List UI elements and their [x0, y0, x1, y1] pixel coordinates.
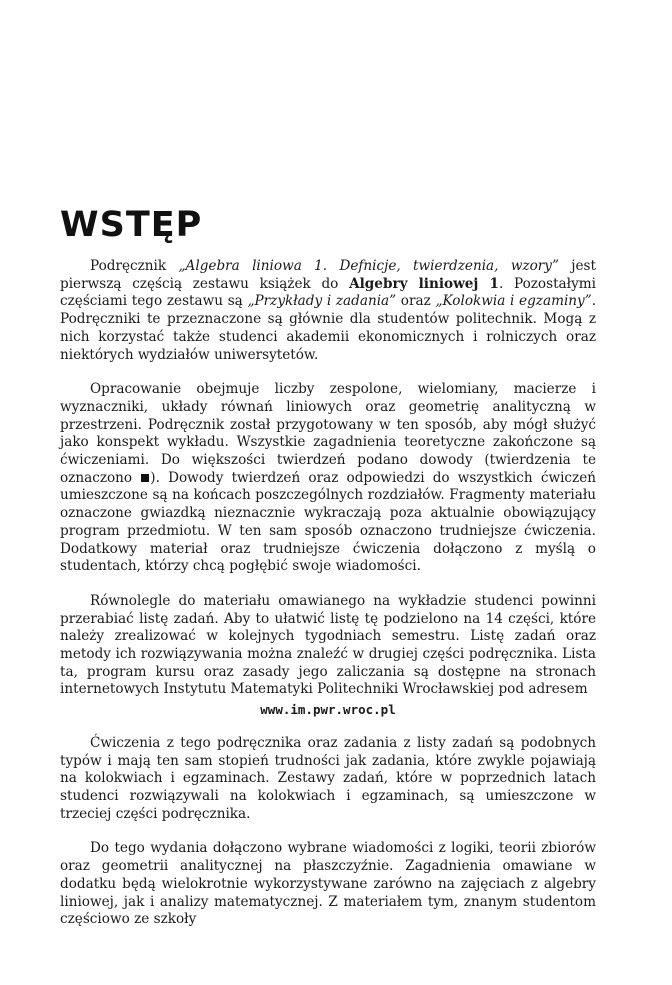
text-run: . Pozostałymi częściami tego zestawu są — [60, 275, 596, 310]
text-run: . Podręczniki te przeznaczone są głównie dla studentów politechnik. Mogą z nich korzystać także studenci akademii ekonomicznych i rolniczych oraz niektórych wydziałów uniwersytetów. — [60, 293, 597, 363]
text-run: oraz — [396, 293, 436, 310]
text-run: Opracowanie obejmuje liczby zespolone, wielomiany, macierze i wyznaczniki, układy równań liniowych oraz geometrię analityczną w przestrzeni. Podręcznik został przygotowany w ten sposób, aby mógł służyć jako konspekt wykładu. Wszystkie zagadnienia teoretyczne zakończone są ćwiczeniami. Do większości twierdzeń podano dowody (twierdzenia te oznaczono — [60, 381, 596, 486]
paragraph-scope — [60, 381, 596, 576]
book-title-2: „Przykłady i zadania” — [247, 293, 397, 310]
text-run: jest pierwszą częścią zestawu książek do — [60, 258, 596, 292]
paragraph-intro — [60, 258, 596, 364]
text-run: ). Dowody twierdzeń oraz odpowiedzi do wszystkich ćwiczeń umieszczone są na końcach poszczególnych rozdziałów. Fragmenty materiału oznaczone gwiazdką nieznacznie wykraczają poza aktualnie obowiązujący program przedmiotu. W ten sam sposób oznaczono trudniejsze ćwiczenia. Dodatkowy materiał oraz trudniejsze ćwiczenia dołączono z myślą o studentach, którzy chcą pogłębić swoje wiadomości. — [60, 469, 596, 575]
paragraph-appendix: Do tego wydania dołączono wybrane wiadomości z logiki, teorii zbiorów oraz geometrii analitycznej na płaszczyźnie. Zagadnienia omawiane w dodatku będą wielokrotnie wykorzystywane zarówno na zajęciach z algebry liniowej, jak i analizy matematycznej. Z materiałem tym, znanym studentom częściowo ze szkoły — [60, 840, 596, 928]
text-run: Równolegle do materiału omawianego na wykładzie studenci powinni przerabiać listę zadań. Aby to ułatwić listę tę podzielono na 14 części, które należy zrealizować w kolejnych tygodniach semestru. Listę zadań oraz metody ich rozwiązywania można znaleźć w drugiej części podręcznika. Lista ta, program kursu oraz zasady jego zaliczania są dostępne na stronach internetowych Instytutu Matematyki Politechniki Wrocławskiej pod adresem — [60, 592, 596, 698]
book-title-1: „Algebra liniowa 1. Defnicje, twierdzenia, wzory” — [178, 258, 559, 274]
chapter-heading: WSTĘP — [60, 205, 203, 245]
website-url: www.im.pwr.wroc.pl — [260, 702, 396, 718]
paragraph-exercise-list — [60, 593, 596, 699]
book-title-3: „Kolokwia i egzaminy” — [435, 293, 592, 310]
body-text — [60, 258, 596, 929]
series-title: Algebry liniowej 1 — [349, 275, 499, 292]
text-run: Podręcznik — [90, 258, 179, 274]
paragraph-exercises: Ćwiczenia z tego podręcznika oraz zadania z listy zadań są podobnych typów i mają ten sam stopień trudności jak zadania, które zwykle pojawiają na kolokwiach i egzaminach. Zestawy zadań, które w poprzednich latach studenci rozwiązywali na kolokwiach i egzaminach, są umieszczone w trzeciej części podręcznika. — [60, 734, 596, 822]
black-square-icon — [141, 474, 149, 482]
